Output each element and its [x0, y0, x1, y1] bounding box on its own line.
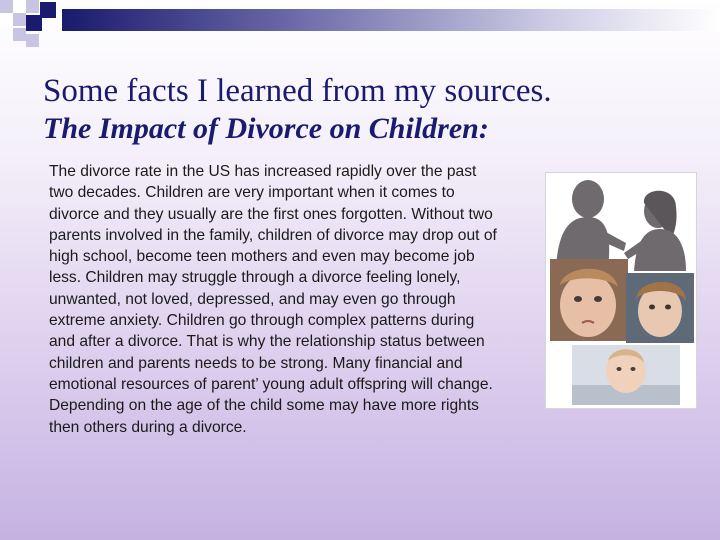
header-gradient-bar [62, 9, 720, 31]
deco-square [13, 28, 26, 41]
deco-square [0, 13, 13, 26]
deco-square [26, 0, 39, 13]
deco-square [13, 13, 26, 26]
body-paragraph: The divorce rate in the US has increased rapidly over the past two decades. Children are very important when it comes to divorce and they usually are the first ones forgotten. Without two parents involved in the family, children of divorce may drop out of high school, become teen mothers and even may become job less. Children may struggle through a divorce feeling lonely, unwanted, not loved, depressed, and may even go through extreme anxiety. Children go through complex patterns during and after a divorce. That is why the relationship status between children and parents needs to be strong. Many financial and emotional resources of parent’ young adult offspring will change. Depending on the age of the child some may have more rights then others during a divorce. [49, 163, 497, 436]
deco-square [0, 0, 13, 13]
child-photo-2 [626, 273, 694, 343]
deco-square [40, 2, 56, 18]
header-decoration [0, 0, 720, 50]
deco-square [26, 34, 39, 47]
photo-collage-art [546, 173, 696, 408]
title-line-1: Some facts I learned from my sources. [43, 73, 552, 109]
title-line-2: The Impact of Divorce on Children: [43, 112, 489, 145]
child-photo-1 [550, 259, 628, 341]
deco-square [13, 0, 26, 13]
photo-collage [545, 172, 697, 409]
child-photo-3 [572, 345, 680, 405]
slide-title [43, 72, 703, 148]
deco-square [26, 15, 42, 31]
